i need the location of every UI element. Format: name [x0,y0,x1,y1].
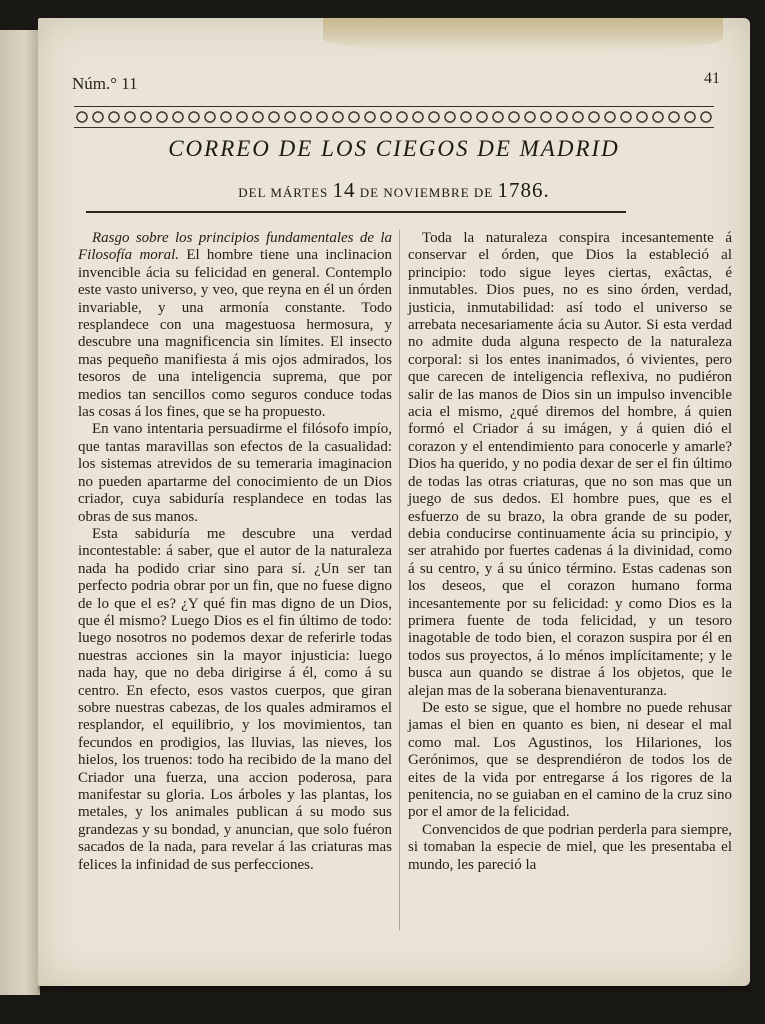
left-paragraph-1 [78,230,392,421]
column-divider [399,230,400,930]
decorative-border [74,106,714,128]
right-paragraph-2: De esto se sigue, que el hombre no puede rehusar jamas el bien en quanto es bien, ni desear el mal como mal. Los Agustinos, los Hilariones, los Gerónimos, que se desprendiéron de todos los de eites de la vida por entregarse á los rigores de la penitencia, no se guiaban en el camino de la cruz sino por el amor de la felicidad. [408,699,732,821]
article-heading: Rasgo sobre los principios fundamentales de la Filosofía moral. [78,230,392,264]
date-day: 14 [332,178,356,202]
date-prefix: DEL MÁRTES [238,185,329,200]
right-paragraph-3: Convencidos de que podrian perderla para siempre, si tomaban la especie de miel, que les presentaba el mundo, les pareció la [408,821,732,873]
left-paragraph-3: Esta sabiduría me descubre una verdad incontestable: á saber, que el autor de la naturaleza nada ha podido criar sino para sí. ¿Un ser tan perfecto podria obrar por un fin, que no fuese digno de lo que el es? ¿Y qué fin mas digno de un Dios, que él mismo? Luego Dios es el fin último de todo: luego nosotros no podemos dexar de referirle todas nuestras acciones sin la mayor injusticia: luego nada hay, que no deba dirigirse á él, como á su centro. En efecto, esos vastos cuerpos, que giran sobre nuestras cabezas, de los quales admiramos el resplandor, el equilibrio, y los movimientos, tan fecundos en prodigios, las lluvias, las nieves, los hielos, los truenos: todo ha recibido de la mano del Criador una fuerza, una accion poderosa, para manifestar su gloria. Los árboles y las plantas, los metales, y los animales publican á su modo sus grandezas y su bondad, y anuncian, que solo fuéron sacados de la nada, para revelar á las criaturas mas felices la infinidad de sus perfecciones. [78,525,392,873]
newspaper-title: CORREO DE LOS CIEGOS DE MADRID [168,136,620,161]
page-shadow [38,986,750,994]
left-paragraph-1-text: El hombre tiene una inclinacion invencible ácia su felicidad en general. Contemplo este vasto universo, y veo, que reyna en él un órden invariable, y una armonía constante. Todo resplandece con una magestuosa hermosura, y descubre una magnificencia sin límites. El insecto mas pequeño manifiesta á mis ojos admirados, los tesoros de una inteligencia suprema, que por medios tan sencillos como seguros conduce todas las cosas á los fines, que se ha propuesto. [78,247,392,421]
right-column [408,230,732,874]
document-page [38,18,750,986]
book-spine [0,30,40,995]
right-paragraph-1: Toda la naturaleza conspira incesantemente á conservar el órden, que Dios la estableció al principio: todo sigue leyes ciertas, exâctas, é inmutables. Dios pues, no es sino órden, verdad, justicia, inmutabilidad: así todo el universo se arrebata necesariamente ácia su Autor. Si esta verdad no admite duda alguna respecto de la naturaleza corporal: si los entes inanimados, ó vivientes, pero que carecen de inteligencia reflexiva, no pudiéron salir de las manos de Dios sin un impulso invencible acia el mismo, ¿qué diremos del hombre, á quien formó el Criador á su imágen, y á quien dió el corazon y el entendimiento para conocerle y amarle? Dios ha querido, y no podia dexar de ser el fin último de todas las otras criaturas, que no son mas que un juego de sus dedos. El hombre pues, que es el esfuerzo de su brazo, la obra grande de su poder, debia conducirse continuamente ácia su principio, y ser atrahido por fuertes cadenas á la divinidad, como á su centro, y á su único término. Estas cadenas son los deseos, que el corazon humano forma incesantemente por su felicidad: y como Dios es la primera fuente de toda felicidad, y un tesoro inagotable de todo bien, el corazon suspira por él en todos sus proyectos, á lo ménos implícitamente; y le busca aun quando se distrae á los objetos, que le alejan mas de la soberana bienaventuranza. [408,230,732,699]
date-year: 1786. [497,178,550,202]
page-number: 41 [704,70,720,87]
left-column [78,230,392,874]
date-line [38,178,750,203]
date-middle: DE NOVIEMBRE DE [359,185,494,200]
issue-number: Núm.° 11 [72,74,138,93]
water-stain [323,18,723,52]
title-rule [86,211,626,213]
left-paragraph-2: En vano intentaria persuadirme el filósofo impío, que tantas maravillas son efectos de la casualidad: los sistemas atrevidos de su temeraria imaginacion no pueden apartarme del conocimiento de un Dios criador, cuya sabiduría resplandece en todas las obras de sus manos. [78,421,392,525]
